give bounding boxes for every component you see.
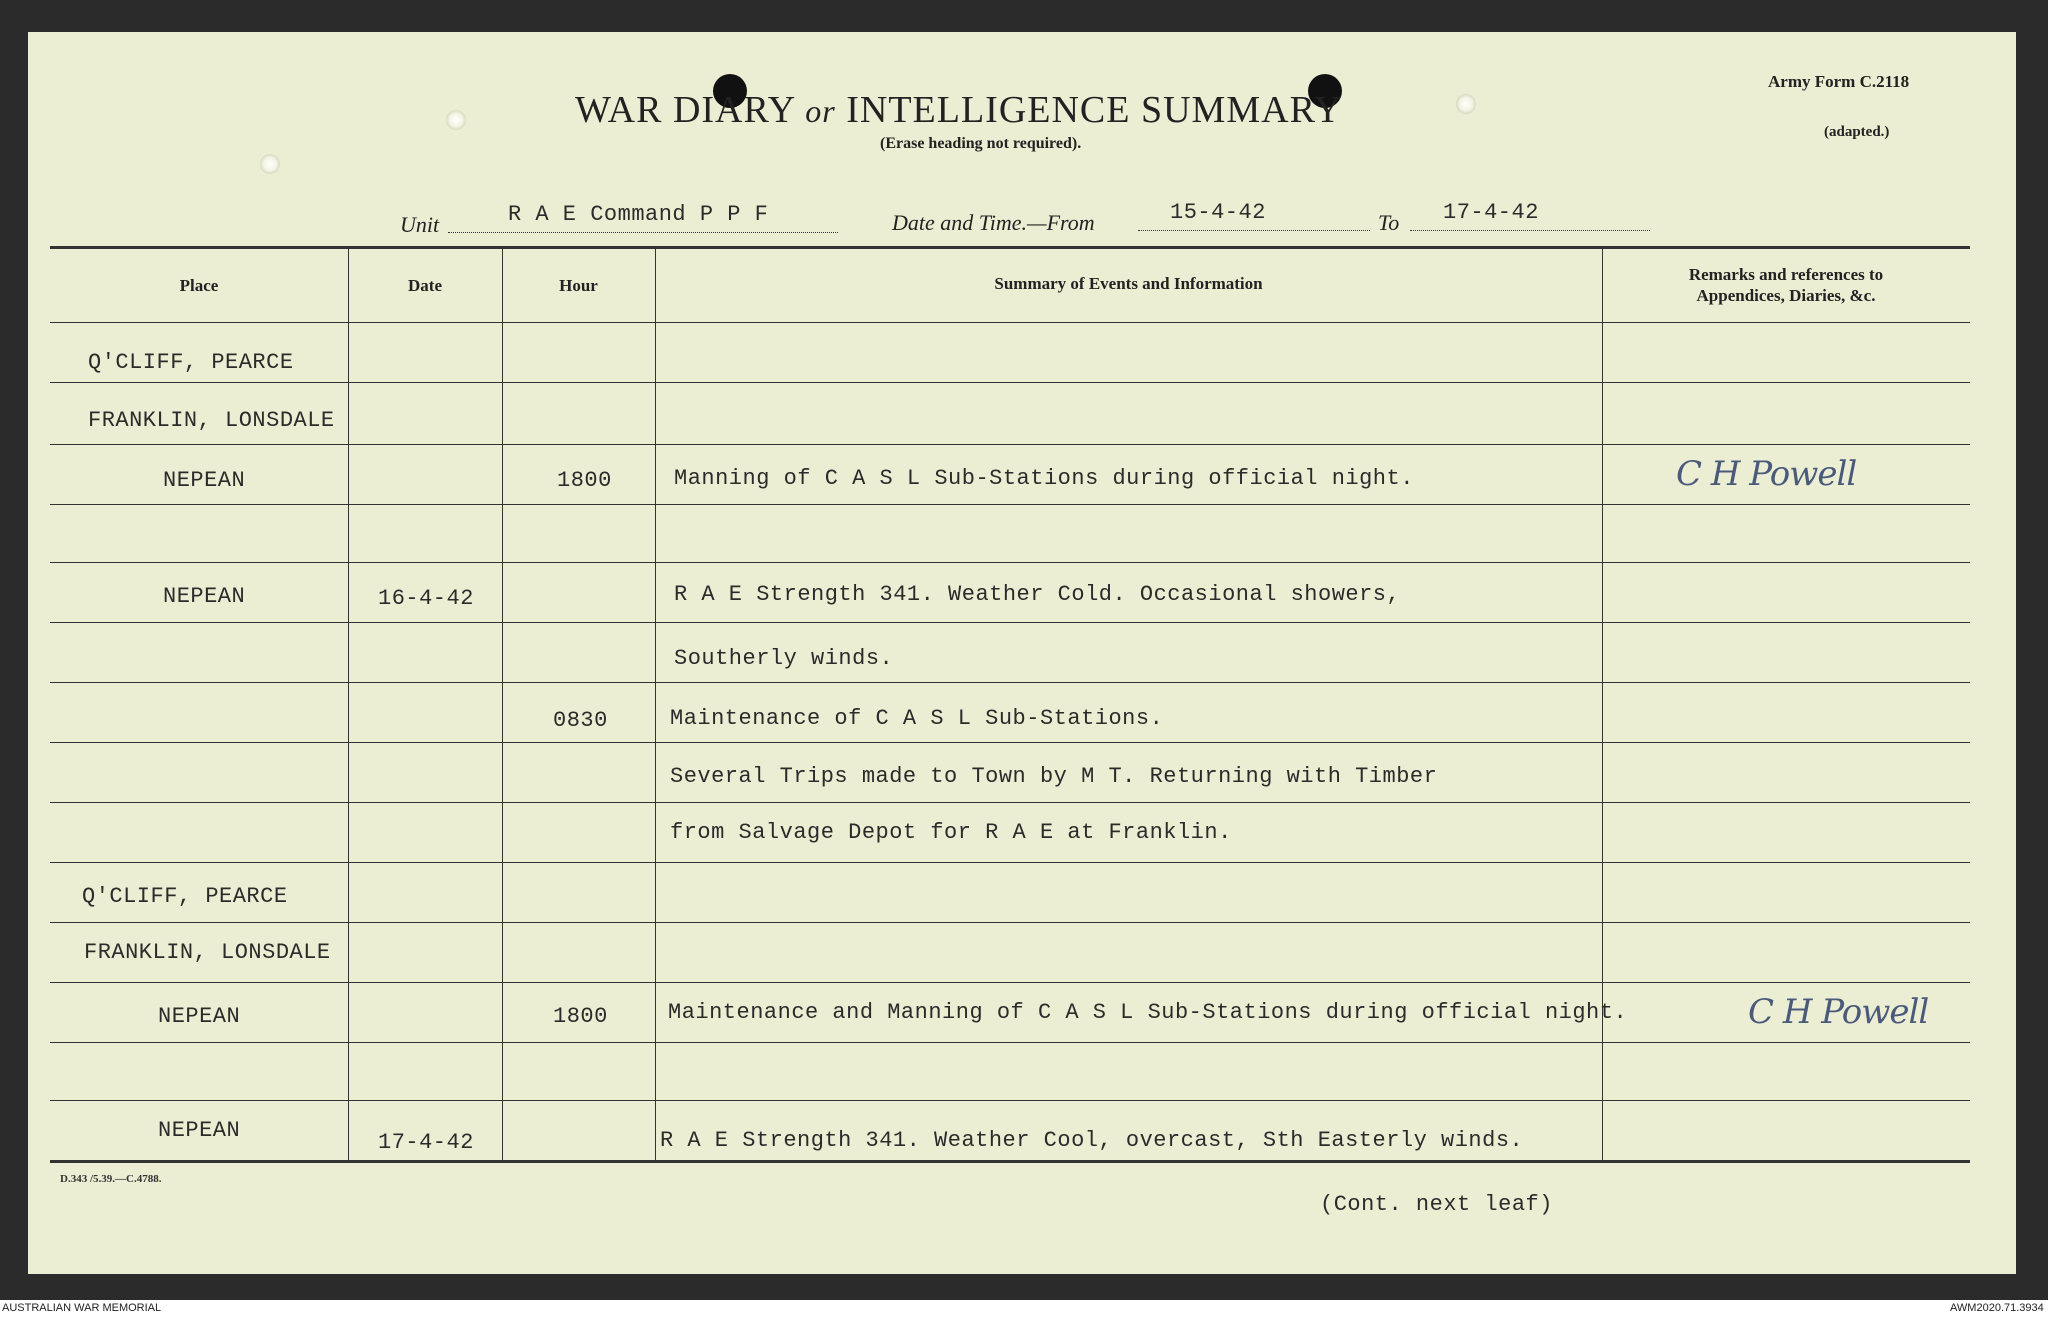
to-dotline <box>1410 230 1650 231</box>
row-place: FRANKLIN, LONSDALE <box>84 940 331 965</box>
from-date-value: 15-4-42 <box>1170 200 1266 225</box>
row-place: NEPEAN <box>163 468 246 493</box>
archive-source-left: AUSTRALIAN WAR MEMORIAL <box>2 1302 162 1314</box>
row-hour: 1800 <box>557 468 612 493</box>
column-header-summary: Summary of Events and Information <box>994 274 1263 293</box>
column-header-date: Date <box>408 276 442 295</box>
unit-value: R A E Command P P F <box>508 202 769 227</box>
page-title: WAR DIARY or INTELLIGENCE SUMMARY <box>575 89 1343 131</box>
row-summary: R A E Strength 341. Weather Cool, overcast, Sth Easterly winds. <box>660 1128 1524 1153</box>
signature: C H Powell <box>1748 992 1929 1032</box>
army-form-note: (adapted.) <box>1824 124 1890 140</box>
row-summary: Maintenance and Manning of C A S L Sub-Stations during official night. <box>668 1000 1628 1025</box>
signature: C H Powell <box>1676 454 1857 494</box>
row-summary: from Salvage Depot for R A E at Franklin. <box>670 820 1232 845</box>
archive-source-right: AWM2020.71.3934 <box>1950 1302 2044 1314</box>
from-dotline <box>1138 230 1370 231</box>
row-place: Q'CLIFF, PEARCE <box>82 884 288 909</box>
row-place: FRANKLIN, LONSDALE <box>88 408 335 433</box>
row-place: NEPEAN <box>158 1118 241 1143</box>
row-summary: Several Trips made to Town by M T. Returning with Timber <box>670 764 1438 789</box>
row-summary: R A E Strength 341. Weather Cold. Occasional showers, <box>674 582 1401 607</box>
row-summary: Manning of C A S L Sub-Stations during official night. <box>674 466 1414 491</box>
column-header-remarks: Remarks and references to Appendices, Diaries, &c. <box>1688 265 1884 305</box>
row-hour: 0830 <box>553 708 608 733</box>
date-time-label: Date and Time.—From <box>892 210 1095 235</box>
to-date-value: 17-4-42 <box>1443 200 1539 225</box>
column-header-place: Place <box>179 276 219 295</box>
row-place: NEPEAN <box>163 584 246 609</box>
army-form-label: Army Form C.2118 <box>1768 72 1910 91</box>
to-label: To <box>1378 210 1400 235</box>
row-summary: Southerly winds. <box>674 646 894 671</box>
column-header-hour: Hour <box>559 276 598 295</box>
row-summary: Maintenance of C A S L Sub-Stations. <box>670 706 1164 731</box>
row-place: Q'CLIFF, PEARCE <box>88 350 294 375</box>
continuation-note: (Cont. next leaf) <box>1320 1192 1553 1217</box>
unit-dotline <box>448 232 838 233</box>
unit-label: Unit <box>400 212 440 237</box>
page-subtitle: (Erase heading not required). <box>880 135 1082 152</box>
row-date: 17-4-42 <box>378 1130 474 1155</box>
archive-footer <box>0 1300 2048 1317</box>
pin-mark <box>446 110 466 130</box>
pin-mark <box>1456 94 1476 114</box>
row-hour: 1800 <box>553 1004 608 1029</box>
row-place: NEPEAN <box>158 1004 241 1029</box>
form-code: D.343 /5.39.—C.4788. <box>60 1173 162 1185</box>
pin-mark <box>260 154 280 174</box>
row-date: 16-4-42 <box>378 586 474 611</box>
